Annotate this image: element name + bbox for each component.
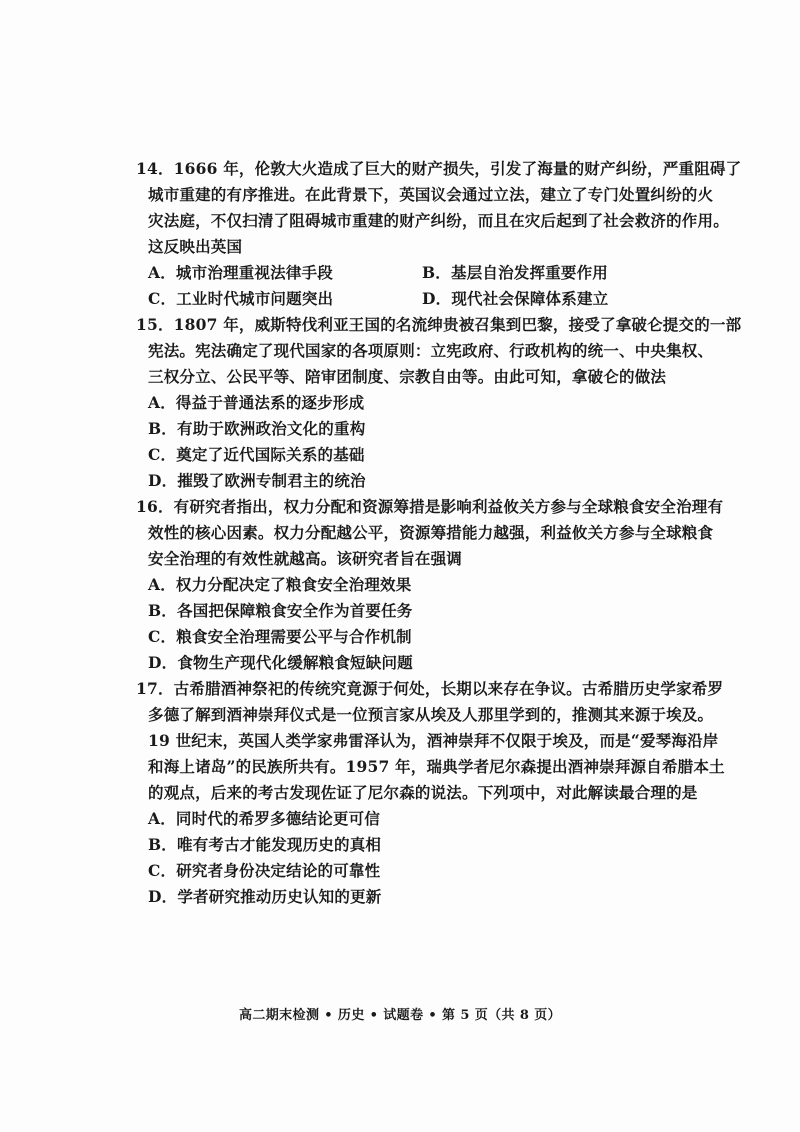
question-stem-line: 16．有研究者指出，权力分配和资源筹措是影响利益攸关方参与全球粮食安全治理有	[136, 497, 724, 516]
option-row	[136, 390, 696, 416]
question-stem-line: 宪法。宪法确定了现代国家的各项原则：立宪政府、行政机构的统一、中央集权、	[148, 341, 714, 360]
question-stem-line: 14．1666 年，伦敦大火造成了巨大的财产损失，引发了海量的财产纠纷，严重阻碍了	[136, 159, 742, 178]
option-row	[136, 572, 696, 598]
option-a: A．城市治理重视法律手段	[148, 263, 333, 282]
option-a: A．权力分配决定了粮食安全治理效果	[148, 575, 412, 594]
option-b: B．有助于欧洲政治文化的重构	[148, 419, 366, 438]
option-row	[136, 416, 696, 442]
question-stem-line: 15．1807 年，威斯特伐利亚王国的名流绅贵被召集到巴黎，接受了拿破仑提交的一部	[136, 315, 742, 334]
option-c: C．工业时代城市问题突出	[148, 289, 334, 308]
page-footer: 高二期末检测 • 历史 • 试题卷 • 第 5 页（共 8 页）	[238, 1008, 562, 1023]
question-stem-line: 的观点，后来的考古发现佐证了尼尔森的说法。下列项中，对此解读最合理的是	[148, 783, 698, 802]
question-stem-line: 和海上诸岛”的民族所共有。1957 年，瑞典学者尼尔森提出酒神崇拜源自希腊本土	[148, 757, 725, 776]
option-d: D．摧毁了欧洲专制君主的统治	[148, 471, 366, 490]
option-row	[136, 286, 696, 312]
option-row	[136, 468, 696, 494]
option-d: D．学者研究推动历史认知的更新	[148, 887, 382, 906]
option-b: B．唯有考古才能发现历史的真相	[148, 835, 382, 854]
question-stem-line: 这反映出英国	[148, 237, 243, 256]
option-d: D．现代社会保障体系建立	[422, 289, 609, 308]
question-16	[136, 494, 724, 676]
option-a: A．同时代的希罗多德结论更可信	[148, 809, 381, 828]
question-stem-line: 安全治理的有效性就越高。该研究者旨在强调	[148, 549, 463, 568]
option-c: C．奠定了近代国际关系的基础	[148, 445, 365, 464]
question-stem-line: 三权分立、公民平等、陪审团制度、宗教自由等。由此可知，拿破仑的做法	[148, 367, 667, 386]
question-stem-line: 灾法庭，不仅扫清了阻碍城市重建的财产纠纷，而且在灾后起到了社会救济的作用。	[148, 211, 729, 230]
exam-content	[136, 156, 742, 910]
question-stem-line: 城市重建的有序推进。在此背景下，英国议会通过立法，建立了专门处置纠纷的火	[148, 185, 714, 204]
option-row	[136, 260, 696, 286]
option-row	[136, 884, 696, 910]
option-row	[136, 806, 696, 832]
option-row	[136, 832, 696, 858]
option-row	[136, 598, 696, 624]
question-stem-line: 19 世纪末，英国人类学家弗雷泽认为，酒神崇拜不仅限于埃及，而是“爱琴海沿岸	[148, 731, 719, 750]
option-row	[136, 624, 696, 650]
option-b: B．各国把保障粮食安全作为首要任务	[148, 601, 413, 620]
option-row	[136, 858, 696, 884]
question-stem-line: 17．古希腊酒神祭祀的传统究竟源于何处，长期以来存在争议。古希腊历史学家希罗	[136, 679, 724, 698]
question-stem-line: 效性的核心因素。权力分配越公平，资源筹措能力越强，利益攸关方参与全球粮食	[148, 523, 714, 542]
question-15	[136, 312, 742, 494]
question-17	[136, 676, 725, 910]
question-stem-line: 多德了解到酒神崇拜仪式是一位预言家从埃及人那里学到的，推测其来源于埃及。	[148, 705, 714, 724]
option-c: C．粮食安全治理需要公平与合作机制	[148, 627, 412, 646]
option-a: A．得益于普通法系的逐步形成	[148, 393, 365, 412]
option-d: D．食物生产现代化缓解粮食短缺问题	[148, 653, 413, 672]
option-row	[136, 442, 696, 468]
option-b: B．基层自治发挥重要作用	[422, 263, 609, 282]
question-14	[136, 156, 742, 312]
option-c: C．研究者身份决定结论的可靠性	[148, 861, 381, 880]
option-row	[136, 650, 696, 676]
